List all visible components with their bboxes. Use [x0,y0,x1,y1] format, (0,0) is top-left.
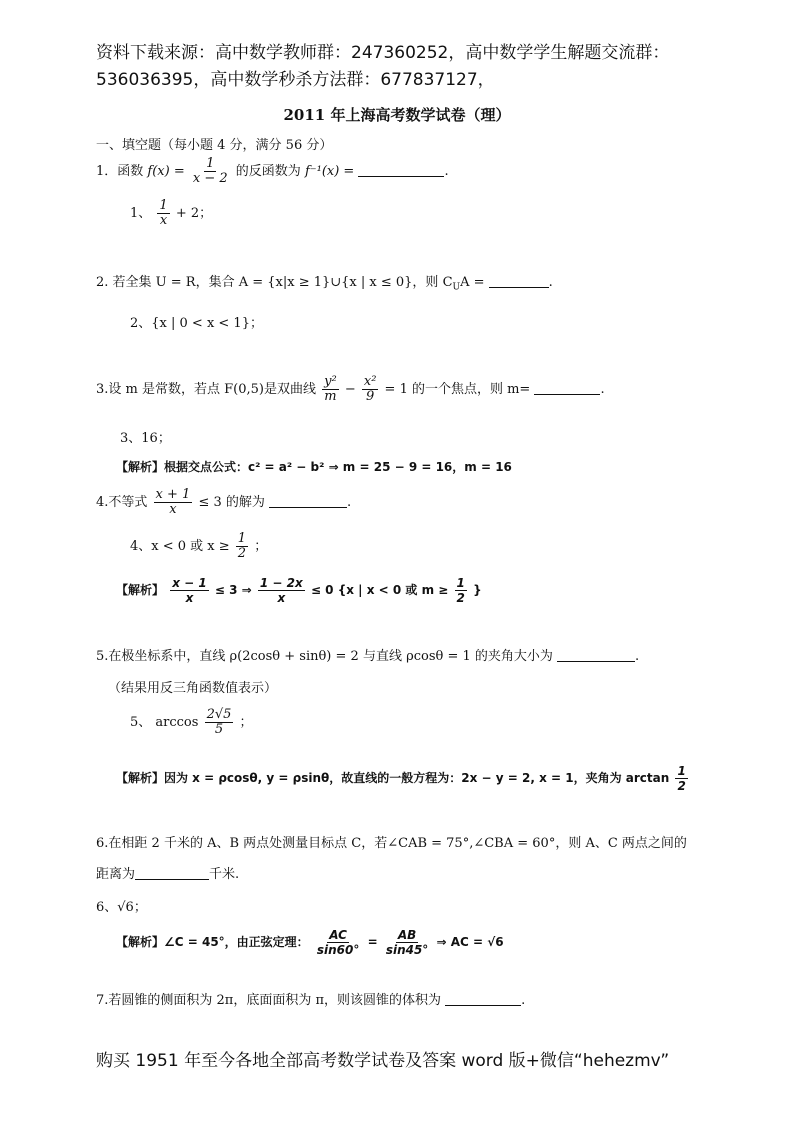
q4-mid: ≤ 3 的解为 [198,495,265,510]
a4-prefix: 4、x < 0 或 x ≥ [130,539,230,554]
analysis-4 [116,576,482,605]
q3-end: . [600,382,605,397]
question-3 [96,375,605,404]
question-7 [96,989,525,1008]
a5-num: 2√5 [206,707,232,722]
analysis-3: 【解析】根据交点公式：c² = a² − b² ⇒ m = 25 − 9 = 16，m = 16 [116,460,512,474]
q1-answer-blank[interactable] [358,164,444,177]
a5-end: ； [239,715,253,730]
q5-end: . [635,649,640,664]
answer-1 [130,199,212,228]
j6-prefix: 【解析】∠C = 45°，由正弦定理： [116,935,309,949]
a1-prefix: 1、 [130,206,152,221]
analysis-6 [116,928,504,957]
q3-num1: y² [324,374,337,389]
q1-fraction [191,157,230,186]
q7-answer-blank[interactable] [445,993,521,1006]
q7-end: . [521,993,526,1008]
q6-answer-blank[interactable] [135,867,209,880]
section-heading: 一、填空题（每小题 4 分，满分 56 分） [96,138,333,153]
q3-minus: − [344,382,356,397]
a4-end: ； [254,539,268,554]
j4-close: } [473,583,482,597]
q4-num: x + 1 [155,487,191,502]
a5-prefix: 5、 arccos [130,715,199,730]
j4-den2: x [277,591,286,605]
q5-answer-blank[interactable] [557,649,635,662]
j6-eq: = [367,935,378,949]
footer-ad: 购买 1951 年至今各地全部高考数学试卷及答案 word 版+微信“hehezmv” [96,1051,670,1071]
j4-mid: ≤ 3 ⇒ [214,583,252,597]
question-5-note: （结果用反三角函数值表示） [108,681,278,696]
header-line-2: 536036395，高中数学秒杀方法群：677837127， [96,70,495,90]
j4-fraction-1 [170,576,209,605]
question-4 [96,488,351,517]
j4-den1: x [185,591,194,605]
a4-den: 2 [237,546,247,561]
q4-fraction [154,488,193,517]
a1-fraction [157,199,169,228]
j6-num1: AC [329,928,347,942]
j4-den3: 2 [456,591,465,605]
j6-den1: sin60° [316,943,360,957]
q1-fx: f(x) = [147,164,185,179]
j4-end: ≤ 0 {x | x < 0 或 m ≥ [310,583,449,597]
j4-fraction-3 [455,576,467,605]
q2-answer-blank[interactable] [489,275,549,288]
answer-2: 2、{x | 0 < x < 1}； [130,316,263,331]
j4-num3: 1 [456,576,465,590]
q4-end: . [347,495,352,510]
a1-end: + 2； [175,206,213,221]
q6-line2a: 距离为 [96,867,136,882]
j5-text: 【解析】因为 x = ρcosθ, y = ρsinθ，故直线的一般方程为：2x − y = 2, x = 1，夹角为 arctan [116,771,670,785]
q1-prefix: 1．函数 [96,164,144,179]
question-2 [96,271,553,293]
q3-answer-blank[interactable] [534,382,600,395]
q4-den: x [169,502,177,517]
answer-4 [130,532,267,561]
j6-end: ⇒ AC = √6 [436,935,504,949]
q6-line2b: 千米. [209,867,240,882]
question-6-line-2 [96,863,239,882]
q3-den1: m [324,389,337,404]
q2-end: . [548,275,553,290]
q3-eq: = 1 的一个焦点，则 m= [384,382,531,397]
page-title: 2011 年上海高考数学试卷（理） [283,106,511,124]
a1-num: 1 [159,198,168,213]
question-6-line-1: 6.在相距 2 千米的 A、B 两点处测量目标点 C，若∠CAB = 75°,∠CBA = 60°，则 A、C 两点之间的 [96,836,687,851]
q5-text: 5.在极坐标系中，直线 ρ(2cosθ + sinθ) = 2 与直线 ρcosθ = 1 的夹角大小为 [96,649,553,664]
q1-mid: 的反函数为 [235,164,301,179]
a4-num: 1 [237,531,247,546]
q4-answer-blank[interactable] [269,495,347,508]
q1-finv: f⁻¹(x) = [304,164,355,179]
analysis-5 [116,764,690,793]
q1-end: . [444,164,449,179]
q3-prefix: 3.设 m 是常数，若点 F(0,5)是双曲线 [96,382,316,397]
q1-den: x − 2 [192,171,228,186]
q3-num2: x² [363,374,377,389]
q2-text2: A = [460,275,485,290]
q3-den2: 9 [365,389,375,404]
j4-prefix: 【解析】 [116,583,165,597]
j5-num: 1 [677,764,686,778]
source-header [96,40,706,94]
j5-fraction [675,764,687,793]
q3-fraction-2 [362,375,379,404]
a5-fraction [205,708,234,737]
question-1 [96,157,449,186]
j4-fraction-2 [258,576,305,605]
j5-den: 2 [677,779,686,793]
q2-sub: U [452,282,461,293]
header-line-1: 资料下载来源：高中数学教师群：247360252，高中数学学生解题交流群： [96,43,670,63]
answer-3: 3、16； [120,431,171,446]
answer-6: 6、√6； [96,900,147,915]
j6-den2: sin45° [385,943,429,957]
a4-fraction [236,532,248,561]
question-5 [96,645,639,664]
j4-num2: 1 − 2x [259,576,303,590]
answer-5 [130,708,253,737]
j6-num2: AB [397,928,417,942]
j6-fraction-1 [315,928,362,957]
q7-text: 7.若圆锥的侧面积为 2π，底面面积为 π，则该圆锥的体积为 [96,993,442,1008]
a1-den: x [159,213,168,228]
j6-fraction-2 [384,928,431,957]
q4-prefix: 4.不等式 [96,495,148,510]
q1-num: 1 [206,156,215,171]
q2-text: 2. 若全集 U = R，集合 A = {x|x ≥ 1}∪{x | x ≤ 0}，则 C [96,275,453,290]
j4-num1: x − 1 [172,576,207,590]
a5-den: 5 [214,722,224,737]
q3-fraction-1 [322,375,339,404]
